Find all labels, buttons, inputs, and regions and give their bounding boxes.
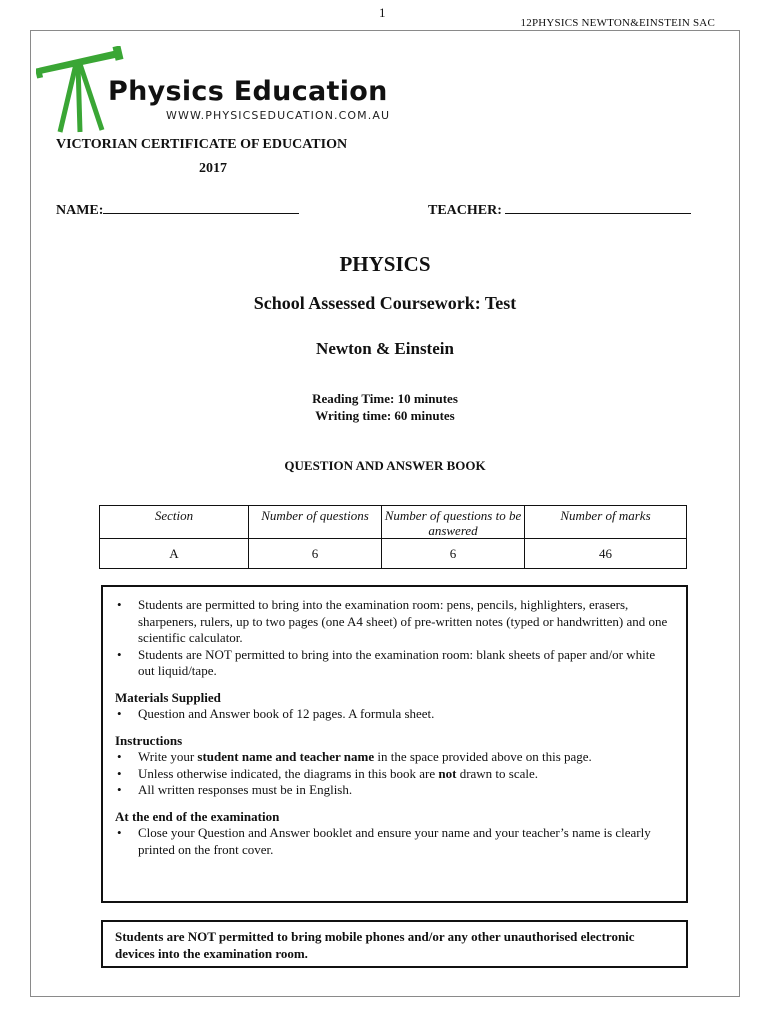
mobile-phone-warning: Students are NOT permitted to bring mobile phones and/or any other unauthorised electronic devices into the examination room. [101,920,688,968]
test-topic: Newton & Einstein [316,339,454,358]
name-input-line[interactable] [103,201,299,214]
list-item [115,647,674,680]
list-item [115,706,674,723]
instruction-text: Unless otherwise indicated, the diagrams in this book are [138,765,439,781]
end-of-exam-text: Close your Question and Answer booklet and ensure your name and your teacher’s name is clearly printed on the front cover. [138,825,651,857]
certificate-year: 2017 [199,161,227,176]
page-number: 1 [379,5,386,20]
instruction-text: All written responses must be in English. [138,782,353,797]
bullet-icon: • [117,782,122,797]
materials-list [115,706,674,723]
logo [36,46,416,134]
certificate-title: VICTORIAN CERTIFICATE OF EDUCATION [56,137,348,152]
permitted-items-text: Students are permitted to bring into the examination room: pens, pencils, highlighters, erasers, sharpeners, rulers, up to two pages (one A4 sheet) of pre-written notes (typed or handwritten) and one scientific calculator. [138,597,668,645]
writing-time: Writing time: 60 minutes [315,408,455,423]
cell-number-of-questions: 6 [249,539,382,569]
cell-section: A [100,539,249,569]
structure-table [99,505,687,569]
header-number-of-marks: Number of marks [525,506,687,539]
reading-time: Reading Time: 10 minutes [312,391,458,406]
name-field [56,201,299,219]
list-item [115,597,674,647]
header-questions-to-answer: Number of questions to be answered [382,506,525,539]
assessment-title: School Assessed Coursework: Test [253,293,517,313]
bullet-icon: • [117,706,122,721]
subject-title: PHYSICS [339,252,431,276]
bullet-icon: • [117,597,122,612]
cell-questions-to-answer: 6 [382,539,525,569]
bullet-icon: • [117,646,122,662]
bullet-icon: • [117,765,122,781]
instruction-emphasis: student name and teacher name [197,749,375,764]
logo-url: WWW.PHYSICSEDUCATION.COM.AU [166,109,391,122]
list-item [115,766,674,783]
instruction-text: drawn to scale. [456,765,539,781]
cell-number-of-marks: 46 [525,539,687,569]
end-of-exam-heading: At the end of the examination [115,808,280,824]
list-item [115,749,674,766]
materials-heading: Materials Supplied [115,689,221,705]
instruction-text: Write your [138,749,198,764]
list-item [115,782,674,799]
logo-title: Physics Education [108,76,388,107]
not-permitted-items-text: Students are NOT permitted to bring into the examination room: blank sheets of paper and/or white out liquid/tape. [138,646,656,678]
table-header-row [100,506,687,539]
running-header: 12PHYSICS NEWTON&EINSTEIN SAC [520,17,715,29]
header-number-of-questions: Number of questions [249,506,382,539]
materials-text: Question and Answer book of 12 pages. A formula sheet. [138,706,435,721]
instruction-text: in the space provided above on this page. [374,749,592,764]
bullet-icon: • [117,825,122,840]
teacher-field [428,201,691,219]
teacher-label: TEACHER: [428,203,506,218]
book-title: QUESTION AND ANSWER BOOK [284,458,486,473]
instructions-heading: Instructions [115,732,183,748]
instructions-list [115,749,674,799]
name-label: NAME: [56,203,104,218]
header-section: Section [100,506,249,539]
teacher-input-line[interactable] [505,201,691,214]
instruction-emphasis: not [438,765,457,781]
list-item [115,825,674,858]
bullet-icon: • [117,749,122,764]
permitted-list [115,597,674,680]
end-of-exam-list [115,825,674,858]
table-row [100,539,687,569]
information-box [101,585,688,903]
